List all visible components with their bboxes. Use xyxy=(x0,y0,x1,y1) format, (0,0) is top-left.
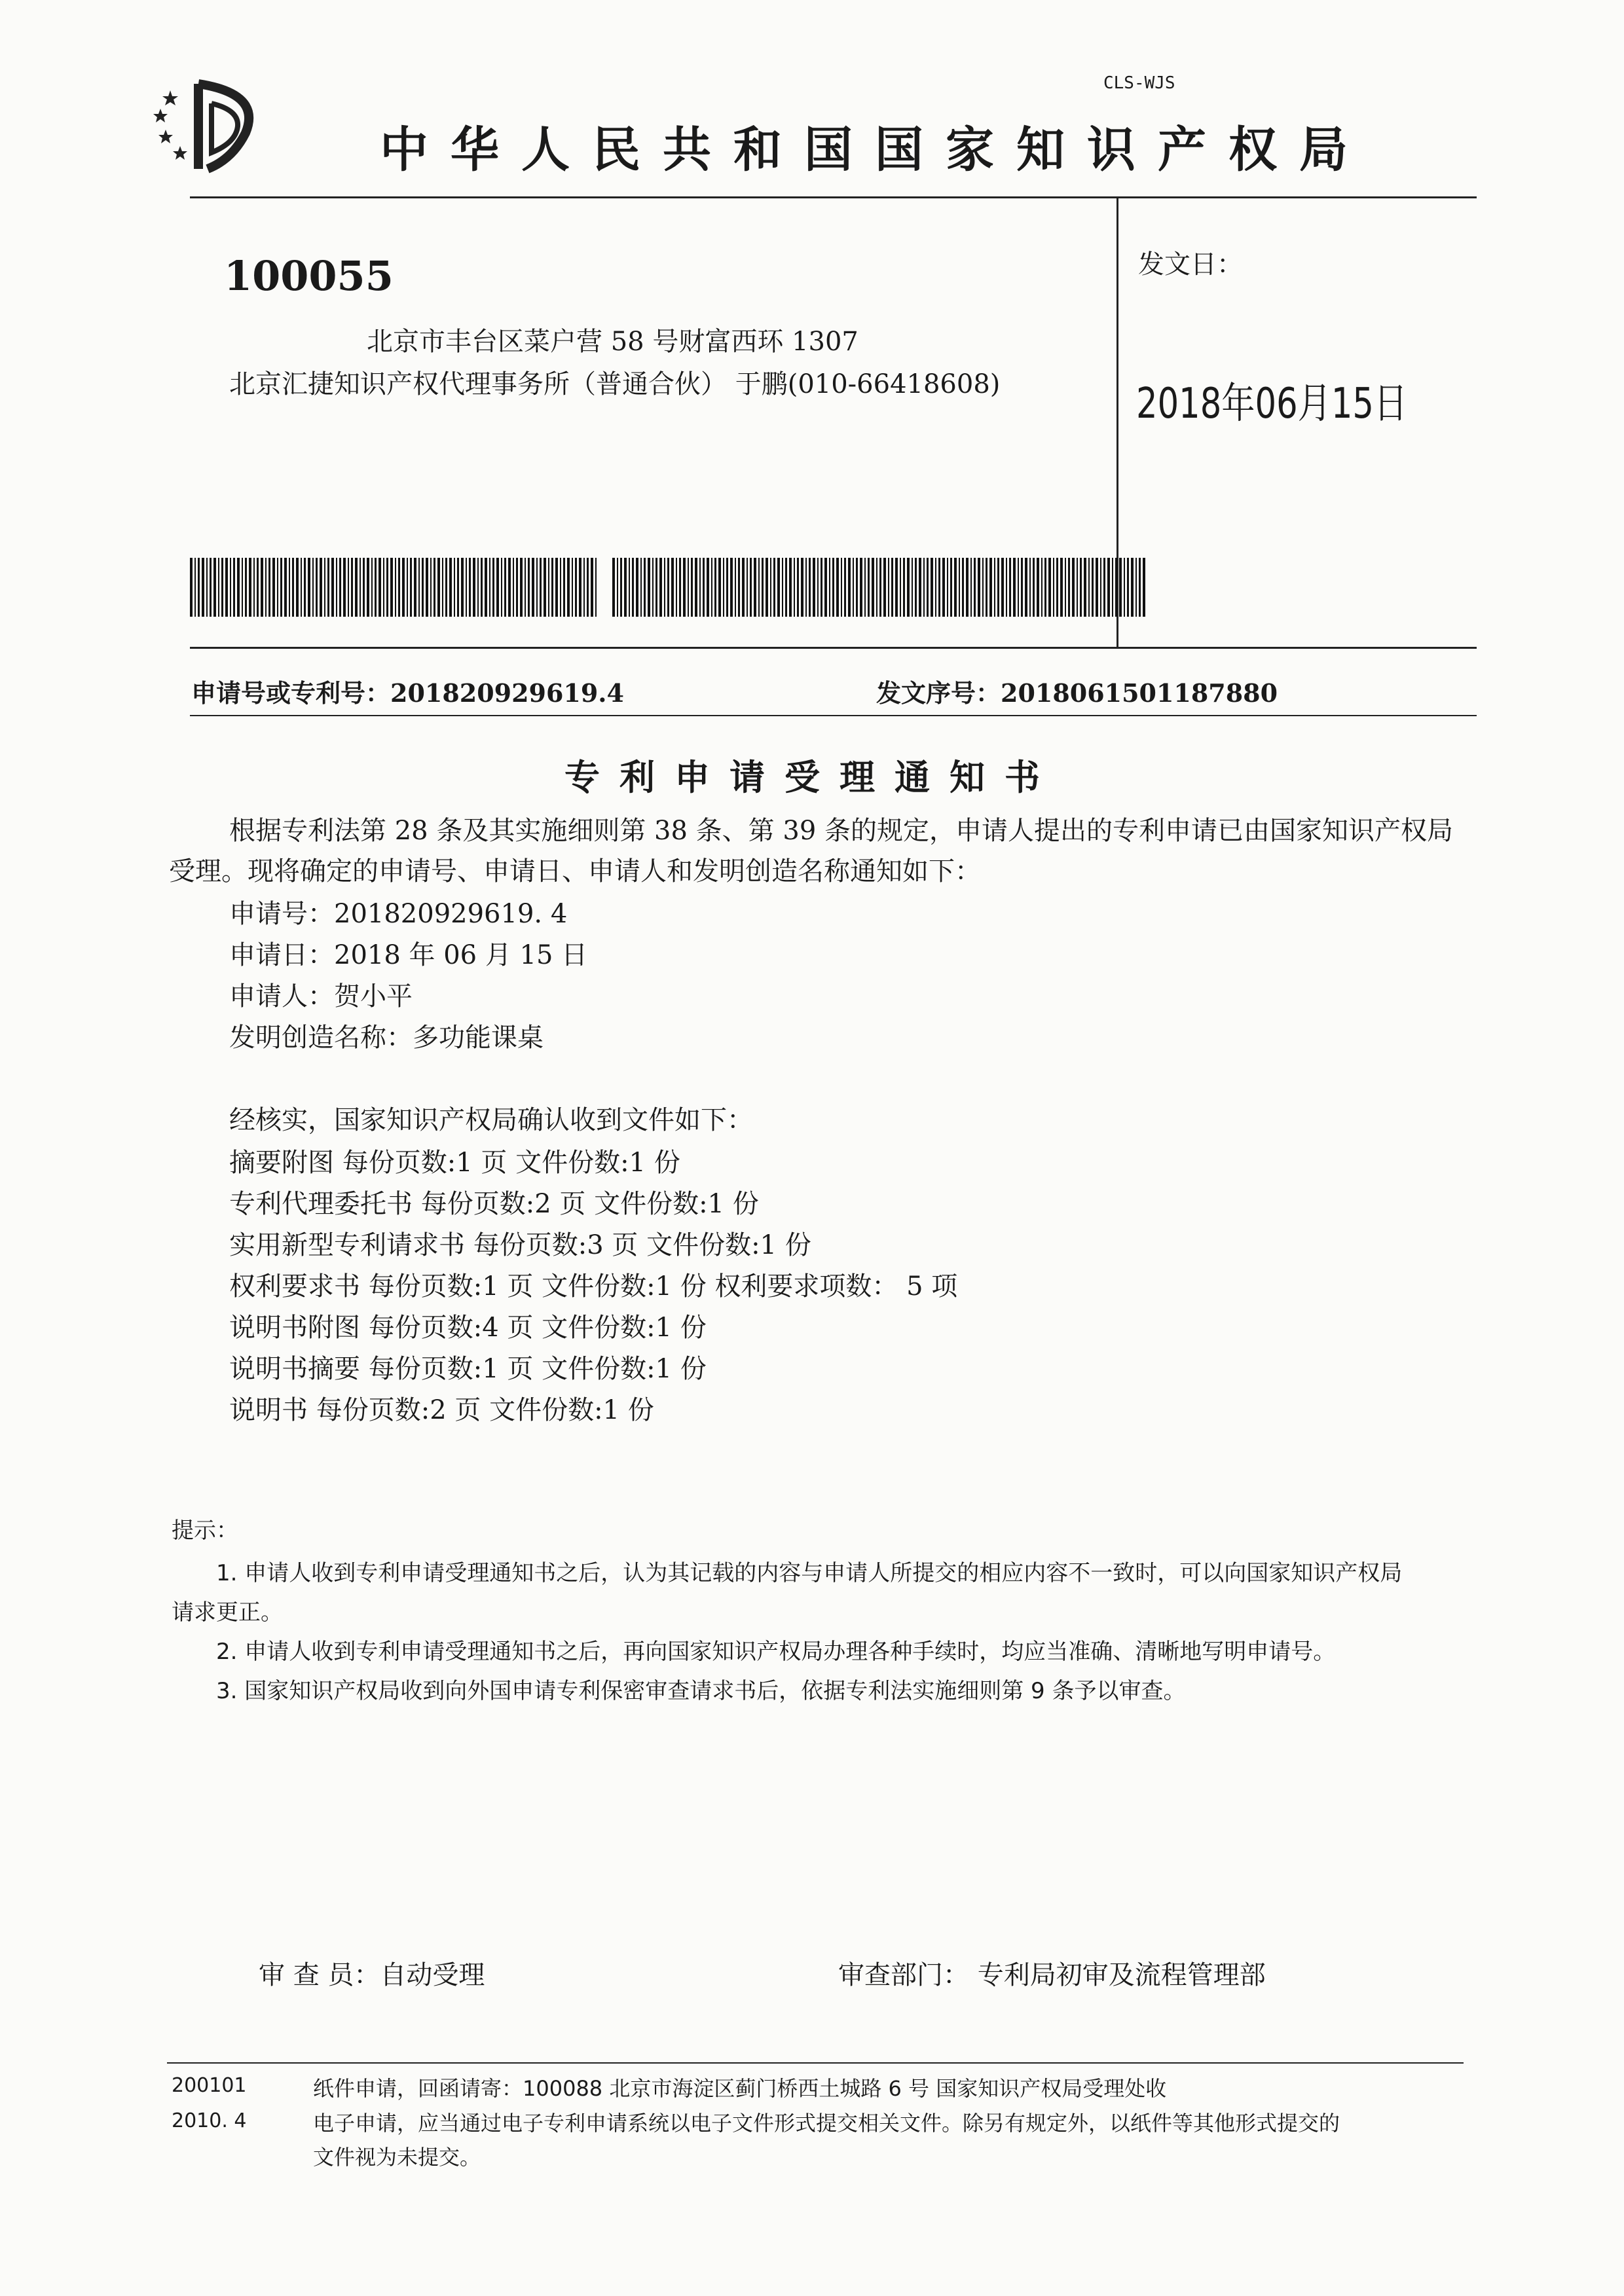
barcode-bar xyxy=(986,558,987,617)
barcode-bar xyxy=(789,558,792,617)
footer-line-2: 电子申请，应当通过电子专利申请系统以电子文件形式提交相关文件。除另有规定外，以纸件等其他形式提交的 xyxy=(313,2111,1340,2136)
intro-line-1: 根据专利法第 28 条及其实施细则第 38 条、第 39 条的规定，申请人提出的专利申请已由国家知识产权局 xyxy=(229,816,1453,846)
dispatch-serial-label: 发文序号： xyxy=(876,678,1001,708)
barcode-bar xyxy=(469,558,471,617)
barcode-bar xyxy=(747,558,748,617)
barcode-bar xyxy=(632,558,634,617)
barcode-bar xyxy=(221,558,223,617)
barcode-bar xyxy=(225,558,228,617)
barcode-bar xyxy=(974,558,976,617)
barcode-bar xyxy=(954,558,957,617)
barcode-bar xyxy=(371,558,373,617)
list-item: 说明书 每份页数:2 页 文件份数:1 份 xyxy=(229,1395,654,1425)
barcode-bar xyxy=(525,558,526,617)
barcode-bar xyxy=(1048,558,1051,617)
barcode-bar xyxy=(1001,558,1004,617)
barcode-bar xyxy=(1127,558,1129,617)
barcode-bar xyxy=(402,558,405,617)
number-row-divider xyxy=(190,715,1477,716)
barcode-bar xyxy=(230,558,231,617)
barcode-bar xyxy=(414,558,416,617)
barcode-bar xyxy=(249,558,251,617)
field-invention-title: 发明创造名称：多功能课桌 xyxy=(229,1023,544,1053)
barcode-bar xyxy=(360,558,361,617)
barcode-bar xyxy=(375,558,377,617)
barcode-bar xyxy=(516,558,518,617)
barcode-bar xyxy=(555,558,558,617)
barcode-bar xyxy=(652,558,654,617)
barcode-bar xyxy=(1100,558,1101,617)
tip-2: 2. 申请人收到专利申请受理通知书之后，再向国家知识产权局办理各种手续时，均应当准确、清晰地写明申请号。 xyxy=(216,1639,1336,1665)
barcode-bar xyxy=(233,558,235,617)
barcode-bar xyxy=(912,558,913,617)
barcode-bar xyxy=(655,558,657,617)
barcode-bar xyxy=(853,558,854,617)
barcode-bar xyxy=(735,558,736,617)
barcode-bar xyxy=(567,558,570,617)
barcode-bar xyxy=(218,558,219,617)
barcode-bar xyxy=(587,558,589,617)
footer-form-code: 200101 xyxy=(172,2074,247,2097)
barcode-bar xyxy=(667,558,669,617)
barcode-bar xyxy=(508,558,511,617)
barcode-bar xyxy=(477,558,479,617)
recipient-address: 北京市丰台区菜户营 58 号财富西环 1307 xyxy=(367,327,858,357)
barcode-bar xyxy=(351,558,353,617)
barcode-bar xyxy=(312,558,314,617)
examining-department: 审查部门： 专利局初审及流程管理部 xyxy=(838,1960,1266,1990)
barcode-bar xyxy=(762,558,764,617)
barcode-bar xyxy=(1103,558,1105,617)
barcode-bar xyxy=(410,558,412,617)
barcode-bar xyxy=(265,558,267,617)
barcode-bar xyxy=(386,558,388,617)
barcode-bar xyxy=(320,558,322,617)
barcode-bar xyxy=(398,558,400,617)
application-number-row xyxy=(191,673,624,709)
barcode-bar xyxy=(367,558,369,617)
barcode-bar xyxy=(445,558,447,617)
barcode-bar xyxy=(994,558,995,617)
barcode-bar xyxy=(962,558,964,617)
examiner: 审 查 员：自动受理 xyxy=(259,1960,485,1990)
barcode-bar xyxy=(1033,558,1035,617)
barcode-bar xyxy=(860,558,862,617)
barcode-bar xyxy=(742,558,745,617)
barcode-bar xyxy=(770,558,771,617)
barcode-bar xyxy=(872,558,874,617)
footer-version-code: 2010. 4 xyxy=(172,2109,247,2132)
barcode-bar xyxy=(492,558,494,617)
received-documents-list xyxy=(229,1142,957,1431)
barcode-bar xyxy=(1092,558,1094,617)
barcode-bar xyxy=(277,558,278,617)
form-code: CLS-WJS xyxy=(1103,73,1175,93)
barcode-bar xyxy=(888,558,889,617)
recipient-postcode: 100055 xyxy=(224,252,394,300)
barcode-bar xyxy=(237,558,240,617)
barcode-bar xyxy=(738,558,740,617)
barcode-bar xyxy=(489,558,490,617)
barcode-bar xyxy=(931,558,933,617)
barcode-bar xyxy=(978,558,980,617)
barcode-bar xyxy=(324,558,325,617)
barcode-bar xyxy=(407,558,408,617)
barcode-bar xyxy=(1139,558,1141,617)
barcode-bar xyxy=(676,558,677,617)
barcode-bar xyxy=(548,558,549,617)
barcode-bar xyxy=(844,558,846,617)
barcode-bar xyxy=(289,558,290,617)
barcode-bar xyxy=(714,558,716,617)
barcode-bar xyxy=(1084,558,1086,617)
barcode-bar xyxy=(363,558,365,617)
barcode-bar xyxy=(434,558,435,617)
barcode-bar xyxy=(544,558,546,617)
barcode-bar xyxy=(513,558,514,617)
barcode-bar xyxy=(418,558,420,617)
barcode-bar xyxy=(532,558,534,617)
barcode-bar xyxy=(1112,558,1113,617)
barcode-bar xyxy=(750,558,752,617)
barcode-bar xyxy=(938,558,940,617)
application-fields xyxy=(229,894,587,1059)
barcode-bar xyxy=(699,558,701,617)
barcode-bar xyxy=(422,558,424,617)
barcode-bar xyxy=(1124,558,1125,617)
barcode-bar xyxy=(1119,558,1122,617)
barcode-bar xyxy=(253,558,255,617)
list-item: 说明书摘要 每份页数:1 页 文件份数:1 份 xyxy=(229,1354,707,1384)
barcode-bar xyxy=(785,558,787,617)
barcode-bar xyxy=(711,558,712,617)
barcode-bar xyxy=(624,558,627,617)
barcode-right xyxy=(612,558,1145,617)
barcode-bar xyxy=(915,558,917,617)
barcode-bar xyxy=(982,558,984,617)
barcode-bar xyxy=(797,558,799,617)
list-item: 权利要求书 每份页数:1 页 文件份数:1 份 权利要求项数： 5 项 xyxy=(229,1271,958,1302)
barcode-bar xyxy=(970,558,972,617)
barcode-bar xyxy=(473,558,475,617)
barcode-bar xyxy=(457,558,459,617)
barcode-bar xyxy=(841,558,842,617)
barcode-bar xyxy=(766,558,768,617)
barcode-bar xyxy=(671,558,674,617)
barcode-bar xyxy=(758,558,760,617)
barcode-bar xyxy=(268,558,270,617)
barcode-bar xyxy=(1009,558,1011,617)
recipient-agency-contact: 北京汇捷知识产权代理事务所（普通合伙） 于鹏(010-66418608) xyxy=(229,369,1001,399)
address-block-divider xyxy=(190,647,1477,649)
barcode-bar xyxy=(691,558,693,617)
barcode-bar xyxy=(343,558,346,617)
barcode-bar xyxy=(832,558,834,617)
barcode-bar xyxy=(659,558,662,617)
barcode-bar xyxy=(919,558,921,617)
barcode-bar xyxy=(301,558,302,617)
barcode-bar xyxy=(777,558,780,617)
dispatch-date-value: 2018年06月15日 xyxy=(1136,380,1408,428)
barcode-bar xyxy=(817,558,819,617)
barcode-bar xyxy=(1068,558,1070,617)
field-filing-date: 申请日：2018 年 06 月 15 日 xyxy=(229,940,588,970)
barcode-bar xyxy=(485,558,487,617)
barcode-bar xyxy=(1065,558,1066,617)
barcode-bar xyxy=(824,558,827,617)
barcode-bar xyxy=(947,558,948,617)
barcode-bar xyxy=(836,558,839,617)
barcode-bar xyxy=(583,558,585,617)
barcode-bar xyxy=(308,558,310,617)
barcode-bar xyxy=(1029,558,1031,617)
barcode-bar xyxy=(520,558,523,617)
list-item: 说明书附图 每份页数:4 页 文件份数:1 份 xyxy=(229,1313,707,1343)
field-application-number: 申请号：201820929619. 4 xyxy=(229,899,568,929)
barcode-bar xyxy=(213,558,216,617)
barcode-bar xyxy=(782,558,783,617)
barcode-bar xyxy=(1013,558,1016,617)
barcode-bar xyxy=(903,558,905,617)
barcode-bar xyxy=(536,558,538,617)
barcode-bar xyxy=(923,558,925,617)
barcode-bar xyxy=(891,558,893,617)
barcode-bar xyxy=(907,558,910,617)
barcode-bar xyxy=(683,558,686,617)
barcode-bar xyxy=(575,558,577,617)
barcode-bar xyxy=(1053,558,1054,617)
barcode-bar xyxy=(864,558,866,617)
barcode-bar xyxy=(355,558,358,617)
footer-line-3: 文件视为未提交。 xyxy=(313,2145,481,2170)
barcode-bar xyxy=(648,558,650,617)
agency-name: 中华人民共和国国家知识产权局 xyxy=(380,122,1370,178)
barcode-bar xyxy=(1135,558,1137,617)
barcode-bar xyxy=(481,558,483,617)
dispatch-serial-row xyxy=(876,673,1278,709)
barcode-bar xyxy=(540,558,542,617)
barcode-bar xyxy=(501,558,502,617)
barcode-bar xyxy=(504,558,506,617)
barcode-bar xyxy=(242,558,243,617)
barcode-bar xyxy=(551,558,553,617)
application-number-label: 申请号或专利号： xyxy=(191,678,391,708)
barcode-bar xyxy=(644,558,646,617)
tip-3: 3. 国家知识产权局收到向外国申请专利保密审查请求书后，依据专利法实施细则第 9 条予以审查。 xyxy=(216,1678,1186,1704)
barcode-bar xyxy=(348,558,349,617)
application-number-value: 201820929619.4 xyxy=(390,678,624,708)
barcode-bar xyxy=(257,558,259,617)
barcode-bar xyxy=(809,558,811,617)
tips-heading: 提示： xyxy=(172,1518,238,1544)
barcode-bar xyxy=(1131,558,1134,617)
barcode-bar xyxy=(336,558,337,617)
barcode-bar xyxy=(245,558,247,617)
barcode-bar xyxy=(563,558,565,617)
barcode-bar xyxy=(620,558,622,617)
barcode-bar xyxy=(1072,558,1075,617)
barcode-bar xyxy=(572,558,573,617)
barcode-bar xyxy=(868,558,870,617)
document-title: 专利申请受理通知书 xyxy=(564,757,1060,798)
barcode-bar xyxy=(1044,558,1046,617)
barcode-bar xyxy=(595,558,597,617)
barcode-bar xyxy=(591,558,593,617)
barcode-bar xyxy=(1006,558,1007,617)
barcode-bar xyxy=(437,558,440,617)
barcode-bar xyxy=(202,558,204,617)
barcode-bar xyxy=(679,558,681,617)
barcode-bar xyxy=(496,558,499,617)
barcode-bar xyxy=(1080,558,1082,617)
list-item: 摘要附图 每份页数:1 页 文件份数:1 份 xyxy=(229,1148,680,1178)
barcode-bar xyxy=(198,558,200,617)
barcode-bar xyxy=(331,558,334,617)
barcode-bar xyxy=(383,558,384,617)
barcode-bar xyxy=(688,558,689,617)
barcode-bar xyxy=(801,558,803,617)
barcode-bar xyxy=(718,558,721,617)
barcode-bar xyxy=(794,558,795,617)
barcode-bar xyxy=(1056,558,1058,617)
barcode-bar xyxy=(284,558,287,617)
barcode-bar xyxy=(664,558,665,617)
barcode-bar xyxy=(1037,558,1039,617)
barcode-bar xyxy=(395,558,396,617)
barcode-bar xyxy=(210,558,212,617)
barcode-bar xyxy=(723,558,724,617)
confirmation-heading: 经核实，国家知识产权局确认收到文件如下： xyxy=(229,1105,753,1135)
barcode-bar xyxy=(1088,558,1090,617)
barcode-bar xyxy=(997,558,999,617)
barcode-bar xyxy=(206,558,208,617)
barcode-bar xyxy=(707,558,709,617)
intro-line-2: 受理。现将确定的申请号、申请日、申请人和发明创造名称通知如下： xyxy=(169,856,981,886)
barcode-bar xyxy=(617,558,618,617)
barcode-bar xyxy=(629,558,630,617)
barcode-bar xyxy=(560,558,561,617)
barcode-bar xyxy=(194,558,196,617)
tip-1: 1. 申请人收到专利申请受理通知书之后，认为其记载的内容与申请人所提交的相应内容不一致时，可以向国家知识产权局 xyxy=(216,1560,1403,1586)
barcode-bar xyxy=(773,558,775,617)
barcode-bar xyxy=(950,558,952,617)
barcode-bar xyxy=(821,558,822,617)
dispatch-serial-value: 2018061501187880 xyxy=(1001,678,1278,708)
barcode-bar xyxy=(726,558,728,617)
barcode-bar xyxy=(1041,558,1043,617)
barcode-bar xyxy=(883,558,886,617)
barcode-bar xyxy=(730,558,733,617)
barcode-bar xyxy=(449,558,452,617)
barcode-bar xyxy=(848,558,851,617)
barcode-bar xyxy=(261,558,263,617)
barcode-bar xyxy=(1115,558,1117,617)
footer-divider xyxy=(167,2062,1464,2064)
barcode-bar xyxy=(895,558,898,617)
barcode-bar xyxy=(1018,558,1019,617)
barcode-bar xyxy=(1096,558,1098,617)
barcode-bar xyxy=(1143,558,1145,617)
barcode-bar xyxy=(1025,558,1027,617)
barcode-left xyxy=(190,558,597,617)
barcode-bar xyxy=(272,558,275,617)
barcode-bar xyxy=(316,558,318,617)
field-applicant: 申请人：贺小平 xyxy=(229,981,413,1011)
barcode-bar xyxy=(959,558,960,617)
barcode-bar xyxy=(304,558,306,617)
barcode-bar xyxy=(856,558,858,617)
barcode-bar xyxy=(579,558,581,617)
barcode-bar xyxy=(935,558,936,617)
barcode-bar xyxy=(703,558,705,617)
barcode-bar xyxy=(900,558,901,617)
list-item: 专利代理委托书 每份页数:2 页 文件份数:1 份 xyxy=(229,1189,759,1219)
header-divider xyxy=(190,196,1477,198)
barcode-bar xyxy=(430,558,432,617)
cnipa-logo-icon xyxy=(147,77,272,175)
barcode-bar xyxy=(528,558,530,617)
barcode-bar xyxy=(1021,558,1023,617)
barcode-bar xyxy=(378,558,381,617)
barcode-bar xyxy=(190,558,193,617)
barcode-bar xyxy=(695,558,697,617)
list-item: 实用新型专利请求书 每份页数:3 页 文件份数:1 份 xyxy=(229,1230,811,1260)
dispatch-date-label: 发文日： xyxy=(1138,249,1243,280)
barcode-bar xyxy=(280,558,282,617)
barcode-bar xyxy=(442,558,443,617)
barcode-bar xyxy=(1107,558,1110,617)
footer-line-1: 纸件申请，回函请寄：100088 北京市海淀区蓟门桥西土城路 6 号 国家知识产权局受理处收 xyxy=(313,2076,1167,2101)
tip-1-continued: 请求更正。 xyxy=(172,1599,283,1626)
barcode-bar xyxy=(454,558,455,617)
barcode-bar xyxy=(612,558,615,617)
barcode-bar xyxy=(942,558,945,617)
barcode-bar xyxy=(296,558,299,617)
barcode-bar xyxy=(989,558,992,617)
barcode-bar xyxy=(829,558,830,617)
barcode-bar xyxy=(466,558,467,617)
barcode-bar xyxy=(927,558,929,617)
barcode-bar xyxy=(1060,558,1063,617)
barcode-bar xyxy=(813,558,815,617)
barcode-bar xyxy=(339,558,341,617)
barcode-bar xyxy=(327,558,329,617)
barcode-bar xyxy=(640,558,642,617)
barcode-bar xyxy=(754,558,756,617)
barcode-bar xyxy=(1077,558,1078,617)
barcode-bar xyxy=(805,558,807,617)
barcode-bar xyxy=(426,558,428,617)
barcode-bar xyxy=(879,558,881,617)
barcode-bar xyxy=(390,558,393,617)
barcode-bar xyxy=(966,558,969,617)
barcode-bar xyxy=(461,558,464,617)
barcode-bar xyxy=(292,558,294,617)
barcode-bar xyxy=(636,558,638,617)
barcode-bar xyxy=(876,558,877,617)
